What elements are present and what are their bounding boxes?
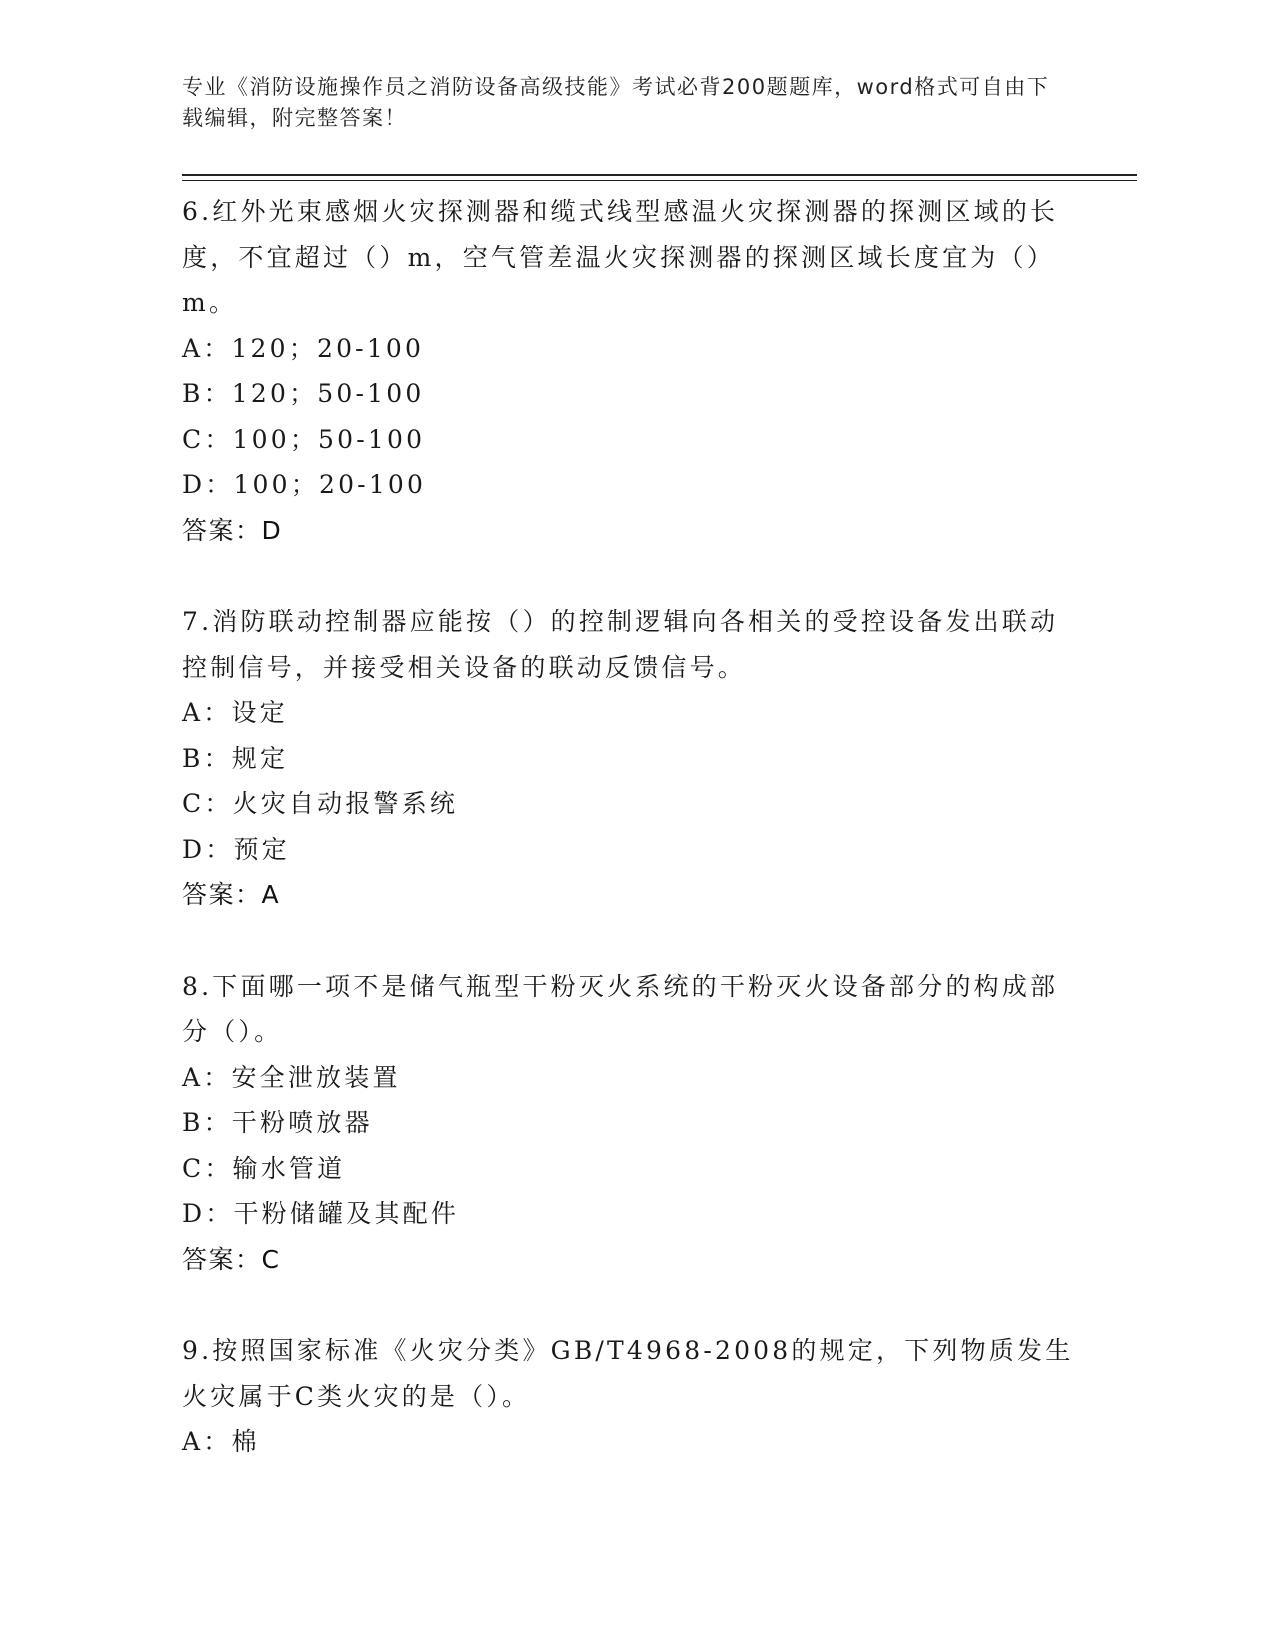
option-d: D：预定 [182,834,290,864]
question-6 [182,189,1082,553]
page-header: 专业《消防设施操作员之消防设备高级技能》考试必背200题题库，word格式可自由下载编辑，附完整答案！ [182,75,1050,130]
question-stem: 9.按照国家标准《火灾分类》GB/T4968-2008的规定，下列物质发生火灾属于C类火灾的是（）。 [182,1336,1074,1411]
option-b: B：120；50-100 [182,379,425,408]
option-c: C：100；50-100 [182,424,426,454]
answer: 答案：A [182,880,281,909]
question-stem: 8.下面哪一项不是储气瓶型干粉灭火系统的干粉灭火设备部分的构成部分（）。 [182,971,1059,1046]
question-stem: 6.红外光束感烟火灾探测器和缆式线型感温火灾探测器的探测区域的长度，不宜超过（）m，空气管差温火灾探测器的探测区域长度宜为（）m。 [182,197,1059,317]
question-list [182,189,1082,1511]
option-a: A：棉 [182,1427,260,1456]
question-7 [182,599,1082,918]
answer: 答案：D [182,515,283,545]
question-stem: 7.消防联动控制器应能按（）的控制逻辑向各相关的受控设备发出联动控制信号，并接受相关设备的联动反馈信号。 [182,607,1059,682]
header-divider-thick [182,174,1137,176]
option-b: B：规定 [182,743,289,773]
answer: 答案：C [182,1244,281,1274]
option-a: A：设定 [182,698,288,727]
question-9 [182,1328,1082,1465]
option-c: C：输水管道 [182,1153,346,1183]
option-d: D：干粉储罐及其配件 [182,1199,460,1228]
option-a: A：安全泄放装置 [182,1062,401,1092]
header-divider-thin [182,180,1137,181]
option-a: A：120；20-100 [182,333,425,363]
question-8 [182,964,1082,1283]
option-c: C：火灾自动报警系统 [182,789,459,818]
option-d: D：100；20-100 [182,470,427,499]
option-b: B：干粉喷放器 [182,1108,373,1137]
